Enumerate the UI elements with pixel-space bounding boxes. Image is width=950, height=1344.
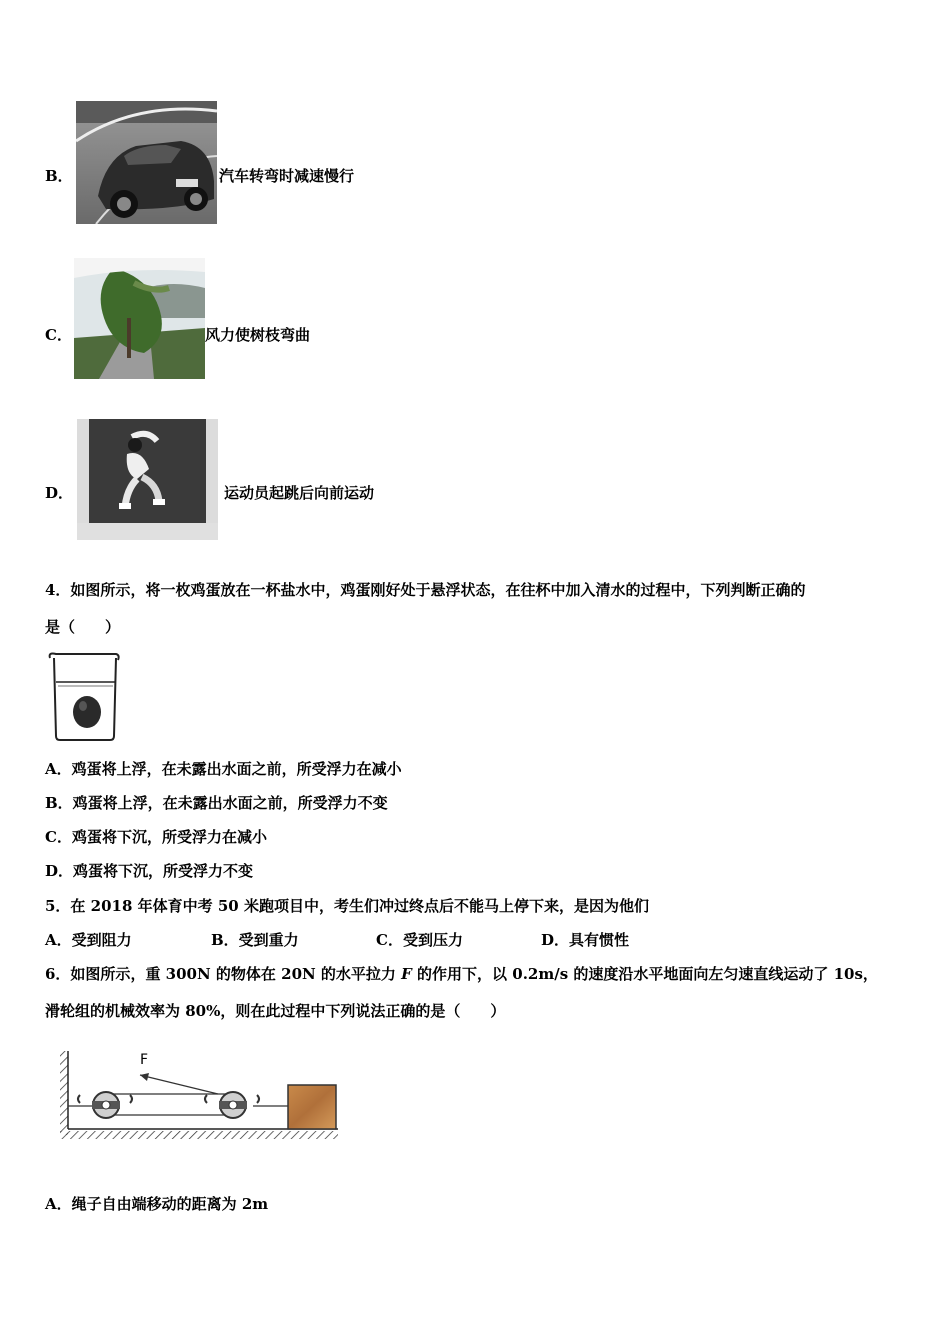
q6-stem-line1 <box>45 963 878 984</box>
option-c-letter: C． <box>45 326 72 344</box>
q6-force-symbol: F <box>401 965 412 983</box>
option-b-letter: B． <box>45 167 73 185</box>
q5-option-a: A．受到阻力 <box>45 931 132 949</box>
q6-stem-line1-b: 的作用下，以 0.2m/s 的速度沿水平地面向左匀速直线运动了 10s， <box>411 965 878 983</box>
option-d-letter: D． <box>45 484 74 502</box>
q6-stem-line1-a: 6．如图所示，重 300N 的物体在 20N 的水平拉力 <box>45 965 402 983</box>
q5-option-b: B．受到重力 <box>211 931 299 949</box>
q5-option-c: C．受到压力 <box>376 931 463 949</box>
q6-stem-line2: 滑轮组的机械效率为 80%，则在此过程中下列说法正确的是（ ） <box>45 1002 506 1020</box>
q4-stem-line2: 是（ ） <box>45 618 121 636</box>
wind-tree-photo <box>74 258 205 379</box>
pulley-system-figure <box>58 1049 340 1141</box>
q4-stem-line1: 4．如图所示，将一枚鸡蛋放在一杯盐水中，鸡蛋刚好处于悬浮状态，在往杯中加入清水的过程中，下列判断正确的 <box>45 581 806 599</box>
option-d-text: 运动员起跳后向前运动 <box>224 484 375 502</box>
force-label: F <box>140 1052 149 1068</box>
option-c-text: 风力使树枝弯曲 <box>205 326 311 344</box>
q4-option-d: D．鸡蛋将下沉，所受浮力不变 <box>45 862 254 880</box>
q4-option-a: A．鸡蛋将上浮，在未露出水面之前，所受浮力在减小 <box>45 760 402 778</box>
car-turning-photo <box>76 101 217 224</box>
q4-option-b: B．鸡蛋将上浮，在未露出水面之前，所受浮力不变 <box>45 794 388 812</box>
q5-stem: 5．在 2018 年体育中考 50 米跑项目中，考生们冲过终点后不能马上停下来，是因为他们 <box>45 897 649 915</box>
q6-option-a: A．绳子自由端移动的距离为 2m <box>45 1195 269 1213</box>
q4-option-c: C．鸡蛋将下沉，所受浮力在减小 <box>45 828 267 846</box>
option-b-text: 汽车转弯时减速慢行 <box>219 167 355 185</box>
beaker-egg-figure <box>46 650 122 742</box>
athlete-jump-photo <box>77 419 218 540</box>
q5-option-d: D．具有惯性 <box>541 931 630 949</box>
